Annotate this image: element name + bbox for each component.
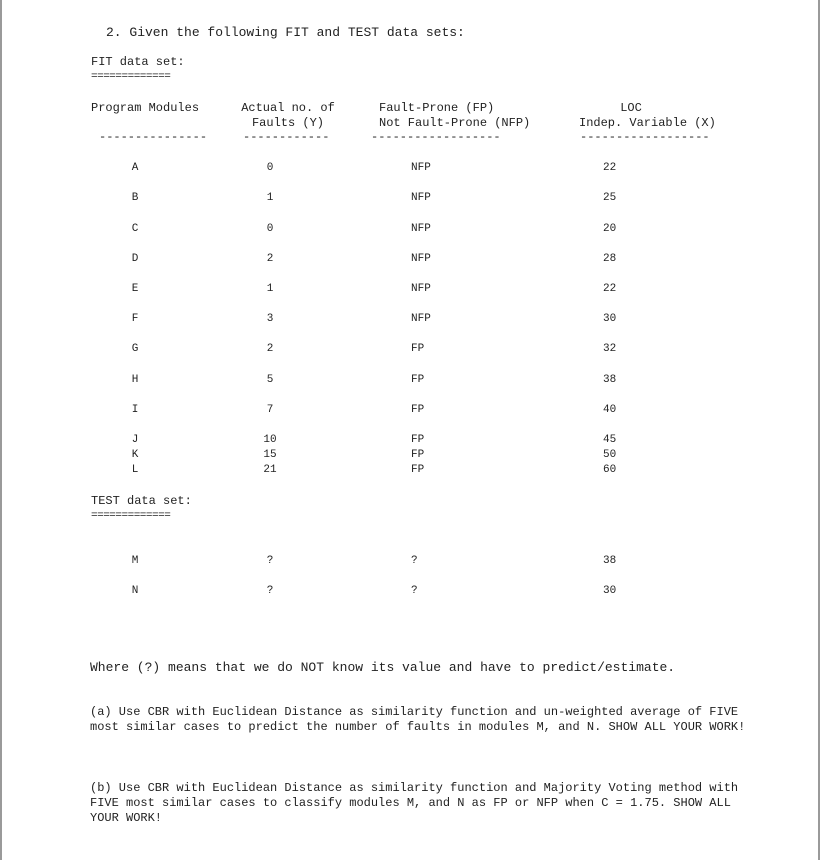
fit-class: NFP <box>411 253 431 265</box>
fit-faults: 15 <box>263 449 277 461</box>
fit-loc: 20 <box>603 223 617 235</box>
question-title: 2. Given the following FIT and TEST data sets: <box>106 25 465 40</box>
fit-class: FP <box>411 449 425 461</box>
test-label: TEST data set: <box>91 494 192 508</box>
part-a-text: (a) Use CBR with Euclidean Distance as similarity function and un-weighted average of FIVE most similar cases to predict the number of faults in modules M, and N. SHOW ALL YOUR WORK! <box>90 705 746 734</box>
fit-loc: 40 <box>603 404 617 416</box>
fit-module: J <box>131 434 139 446</box>
fit-module: E <box>131 283 139 295</box>
fit-faults: 2 <box>266 253 274 265</box>
fit-module: B <box>131 192 139 204</box>
fit-module: I <box>131 404 139 416</box>
fit-class: NFP <box>411 313 431 325</box>
test-module: N <box>131 585 139 597</box>
fit-faults: 0 <box>266 162 274 174</box>
fit-class: FP <box>411 434 425 446</box>
fit-module: H <box>131 374 139 386</box>
fit-loc: 22 <box>603 162 617 174</box>
fit-module: F <box>131 313 139 325</box>
dash-fp: ------------------ <box>371 130 501 144</box>
fit-loc: 45 <box>603 434 617 446</box>
fit-loc: 28 <box>603 253 617 265</box>
test-loc: 30 <box>603 585 617 597</box>
test-faults: ? <box>266 585 274 597</box>
fit-faults: 0 <box>266 223 274 235</box>
test-label-underline: ============= <box>91 510 171 522</box>
fit-class: NFP <box>411 283 431 295</box>
fit-class: FP <box>411 404 425 416</box>
fit-loc: 32 <box>603 343 617 355</box>
test-class: ? <box>411 555 418 567</box>
fit-faults: 1 <box>266 192 274 204</box>
fit-faults: 21 <box>263 464 277 476</box>
fit-class: FP <box>411 343 425 355</box>
fit-loc: 25 <box>603 192 617 204</box>
test-faults: ? <box>266 555 274 567</box>
page-left-edge <box>0 0 2 860</box>
dash-faults: ------------ <box>243 130 330 144</box>
fit-module: A <box>131 162 139 174</box>
header-faults-line2: Faults (Y) <box>251 116 324 130</box>
fit-faults: 3 <box>266 313 274 325</box>
test-class: ? <box>411 585 418 597</box>
fit-loc: 30 <box>603 313 617 325</box>
fit-loc: 22 <box>603 283 617 295</box>
fit-faults: 5 <box>266 374 274 386</box>
fit-faults: 10 <box>263 434 277 446</box>
header-fp-line2: Not Fault-Prone (NFP) <box>379 116 531 130</box>
header-loc-line2: Indep. Variable (X) <box>579 116 716 130</box>
fit-faults: 1 <box>266 283 274 295</box>
test-module: M <box>131 555 139 567</box>
note-text: Where (?) means that we do NOT know its value and have to predict/estimate. <box>90 660 676 675</box>
header-module: Program Modules <box>91 101 200 115</box>
fit-loc: 60 <box>603 464 617 476</box>
fit-class: FP <box>411 374 425 386</box>
fit-class: FP <box>411 464 425 476</box>
fit-module: C <box>131 223 139 235</box>
test-loc: 38 <box>603 555 617 567</box>
fit-loc: 50 <box>603 449 617 461</box>
fit-module: G <box>131 343 139 355</box>
fit-label-underline: ============= <box>91 71 171 83</box>
dash-module: --------------- <box>99 130 208 144</box>
fit-faults: 7 <box>266 404 274 416</box>
fit-label: FIT data set: <box>91 55 185 69</box>
fit-class: NFP <box>411 223 431 235</box>
fit-class: NFP <box>411 162 431 174</box>
fit-module: D <box>131 253 139 265</box>
fit-loc: 38 <box>603 374 617 386</box>
header-loc-line1: LOC <box>620 101 642 115</box>
fit-class: NFP <box>411 192 431 204</box>
fit-module: K <box>131 449 139 461</box>
dash-loc: ------------------ <box>580 130 710 144</box>
part-b-text: (b) Use CBR with Euclidean Distance as similarity function and Majority Voting method with FIVE most similar cases to classify modules M, and N as FP or NFP when C = 1.75. SHOW ALL YOUR WORK! <box>90 781 739 825</box>
header-fp-line1: Fault-Prone (FP) <box>379 101 495 115</box>
fit-module: L <box>131 464 139 476</box>
fit-faults: 2 <box>266 343 274 355</box>
header-faults-line1: Actual no. of <box>241 101 335 115</box>
